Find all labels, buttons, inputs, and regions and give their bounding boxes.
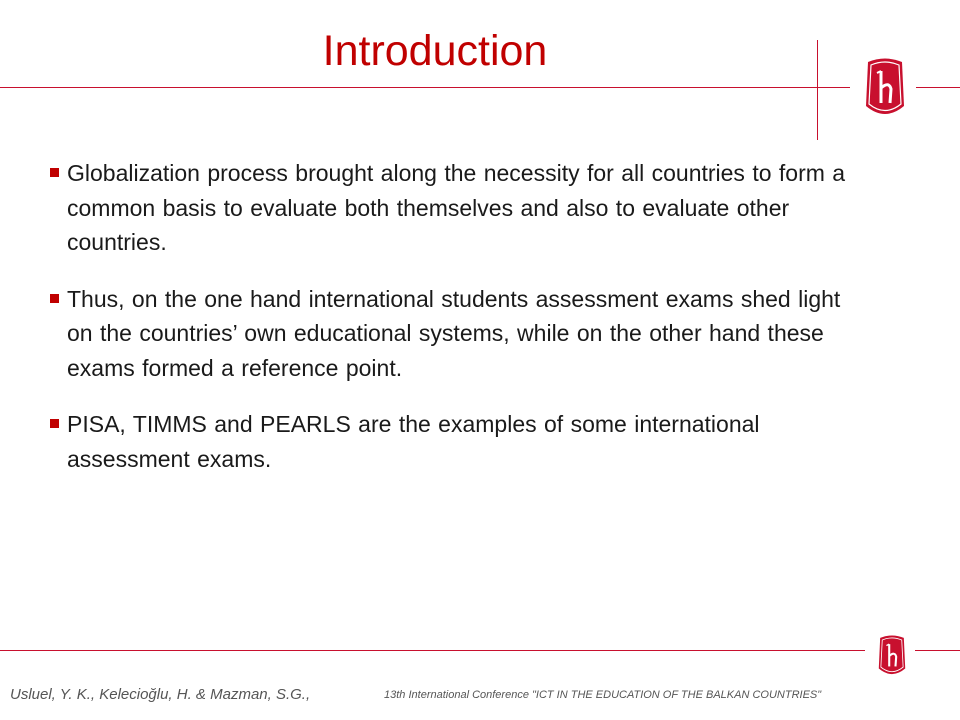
square-bullet-icon xyxy=(50,419,59,428)
bottom-divider-line-right xyxy=(915,650,960,651)
list-item xyxy=(50,407,860,476)
list-item xyxy=(50,156,860,260)
university-logo-icon xyxy=(876,632,908,680)
footer-authors: Usluel, Y. K., Kelecioğlu, H. & Mazman, S.G., xyxy=(10,686,311,703)
square-bullet-icon xyxy=(50,294,59,303)
top-vertical-divider xyxy=(817,40,818,140)
bullet-text: Thus, on the one hand international students assessment exams shed light on the countries’ own educational systems, while on the other hand these exams formed a reference point. xyxy=(67,285,841,381)
university-logo-icon xyxy=(862,56,908,120)
top-divider-line-right xyxy=(916,87,960,88)
bullet-text: PISA, TIMMS and PEARLS are the examples of some international assessment exams. xyxy=(67,411,760,472)
top-divider-line xyxy=(0,87,850,88)
list-item xyxy=(50,282,860,386)
bullet-text: Globalization process brought along the necessity for all countries to form a common basis to evaluate both themselves and also to evaluate other countries. xyxy=(67,160,846,255)
bottom-divider-line xyxy=(0,650,865,651)
slide-title: Introduction xyxy=(322,27,548,75)
bullet-list xyxy=(50,156,860,498)
square-bullet-icon xyxy=(50,168,59,177)
footer-conference: 13th International Conference "ICT IN THE EDUCATION OF THE BALKAN COUNTRIES" xyxy=(384,689,822,701)
